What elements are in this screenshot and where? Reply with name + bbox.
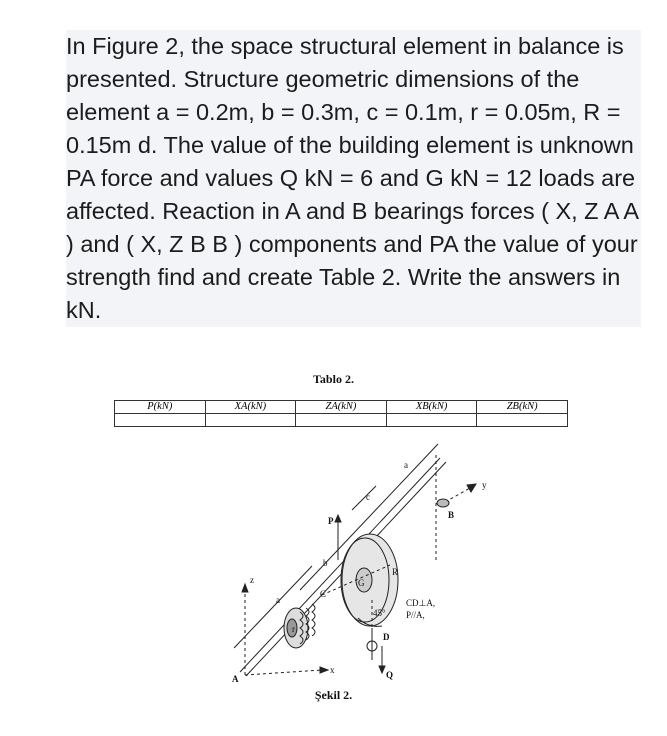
label-angle: 45° [373, 608, 386, 618]
label-a-point: A [232, 674, 239, 684]
label-q: Q [386, 670, 394, 680]
label-x: x [330, 665, 335, 675]
bearing-b [437, 499, 449, 507]
label-c-point: C [320, 589, 327, 599]
label-b: b [323, 558, 328, 568]
label-r-large: R [392, 567, 399, 577]
label-g: G [358, 578, 365, 588]
label-a-top: a [404, 460, 408, 470]
label-a-left: a [276, 595, 280, 605]
x-axis [245, 670, 322, 675]
x-axis-arrow [320, 667, 328, 673]
label-z: z [250, 575, 254, 585]
figure-caption: Şekil 2. [314, 688, 353, 702]
table-title: Tablo 2. [313, 372, 354, 386]
force-p-arrow [335, 515, 341, 522]
header-zb: ZB(kN) [477, 401, 568, 414]
dimension-c [352, 486, 376, 510]
label-note-2: P//A, [406, 610, 425, 620]
shaft-line-upper [240, 458, 440, 672]
label-p: P [328, 516, 334, 526]
header-xa: XA(kN) [205, 401, 296, 414]
header-p: P(kN) [115, 401, 206, 414]
question-text: In Figure 2, the space structural element in balance is presented. Structure geometric dimensions of the element a = 0.2m, b = 0.3m, c = 0.1m, r = 0.05m, R = 0.15m d. The value of the building element is unknown PA force and values Q kN = 6 and G kN = 12 loads are affected. Reaction in A and B bearings forces ( X, Z A A ) and ( X, Z B B ) components and PA the value of your strength find and create Table 2. Write the answers in kN. [66, 30, 641, 327]
label-note-1: CD⊥A, [406, 598, 436, 608]
z-axis-arrow [242, 584, 248, 592]
label-c: c [366, 492, 370, 502]
label-r-small: r [292, 624, 295, 634]
y-axis-arrow [467, 484, 476, 492]
label-y: y [482, 480, 487, 490]
label-d: D [383, 632, 390, 642]
force-q-arrow [379, 666, 385, 673]
label-b-point: B [448, 510, 455, 520]
header-za: ZA(kN) [296, 401, 387, 414]
header-xb: XB(kN) [386, 401, 477, 414]
